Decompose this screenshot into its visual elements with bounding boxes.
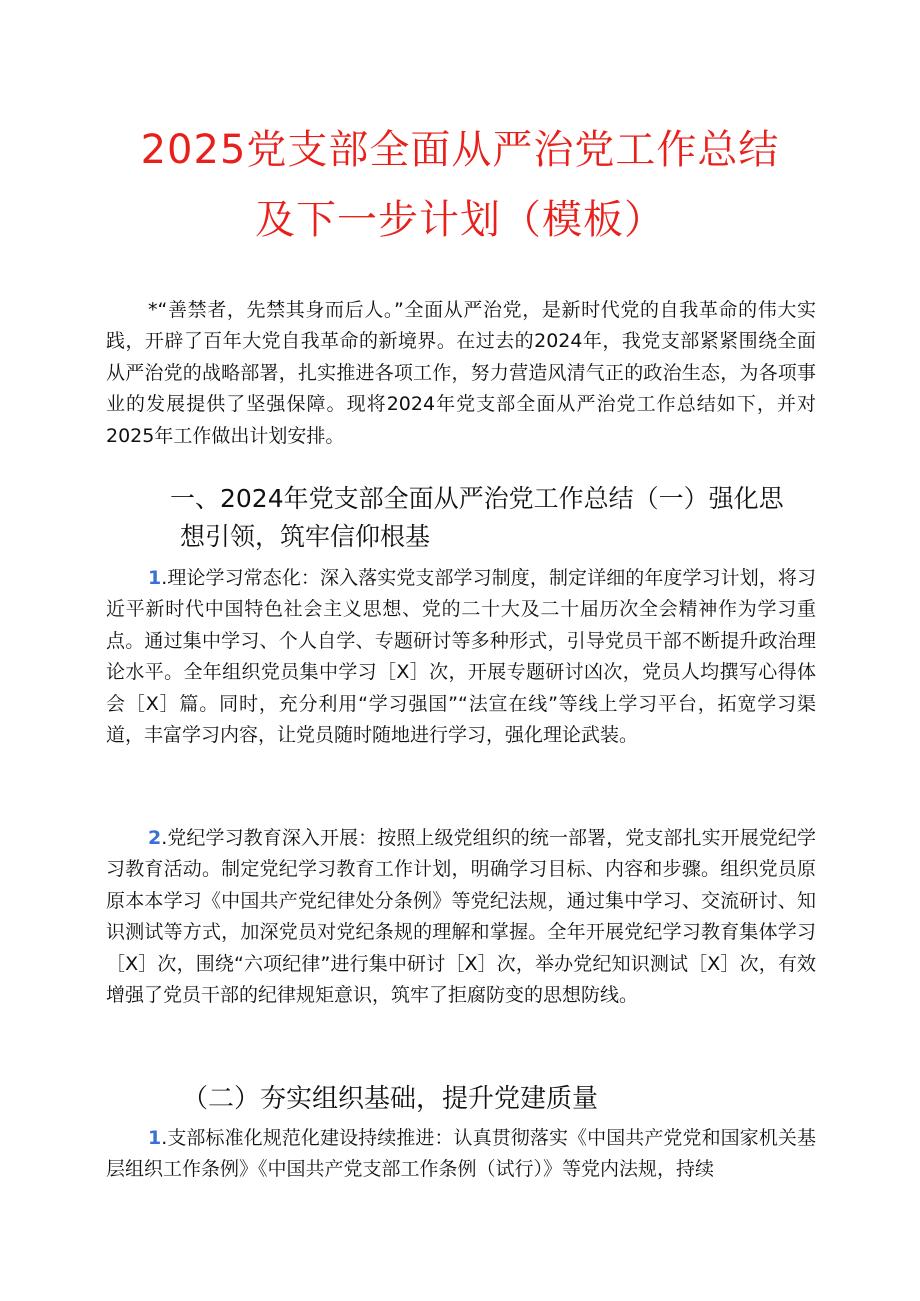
item2-paragraph — [106, 823, 816, 1011]
section2-heading: （二）夯实组织基础，提升党建质量 — [182, 1084, 599, 1114]
section1-heading-line1: 一、2024年党支部全面从严治党工作总结（一）强化思 — [170, 484, 784, 513]
item3-paragraph — [106, 1123, 816, 1186]
item1-number: 1 — [148, 567, 162, 589]
section1-heading-line2: 想引领，筑牢信仰根基 — [180, 522, 431, 551]
item1-text: .理论学习常态化：深入落实党支部学习制度，制定详细的年度学习计划，将习近平新时代中国特色社会主义思想、党的二十大及二十届历次全会精神作为学习重点。通过集中学习、个人自学、专题研讨等多种形式，引导党员干部不断提升政治理论水平。全年组织党员集中学习［X］次，开展专题研讨凶次，党员人均撰写心得体会［X］篇。同时，充分利用“学习强国”“法宣在线”等线上学习平台，拓宽学习渠道，丰富学习内容，让党员随时随地进行学习，强化理论武装。 — [106, 567, 816, 747]
intro-text: *“善禁者，先禁其身而后人。”全面从严治党，是新时代党的自我革命的伟大实践，开辟了百年大党自我革命的新境界。在过去的2024年，我党支部紧紧围绕全面从严治党的战略部署，扎实推进各项工作，努力营造风清气正的政治生态，为各项事业的发展提供了坚强保障。现将2024年党支部全面从严治党工作总结如下，并对2025年工作做出计划安排。 — [106, 299, 816, 447]
item1-paragraph — [106, 563, 816, 751]
item2-number: 2 — [148, 827, 162, 849]
item2-text: .党纪学习教育深入开展：按照上级党组织的统一部署，党支部扎实开展党纪学习教育活动。制定党纪学习教育工作计划，明确学习目标、内容和步骤。组织党员原原本本学习《中国共产党纪律处分条例》等党纪法规，通过集中学习、交流研讨、知识测试等方式，加深党员对党纪条规的理解和掌握。全年开展党纪学习教育集体学习［X］次，围绕“六项纪律”进行集中研讨［X］次，举办党纪知识测试［X］次，有效增强了党员干部的纪律规矩意识，筑牢了拒腐防变的思想防线。 — [106, 827, 816, 1007]
item3-text: .支部标准化规范化建设持续推进：认真贯彻落实《中国共产党党和国家机关基层组织工作条例》《中国共产党支部工作条例（试行）》等党内法规，持续 — [106, 1127, 816, 1181]
intro-paragraph — [106, 295, 816, 452]
document-title-line2: 及下一步计划（模板） — [255, 197, 665, 243]
item3-number: 1 — [148, 1127, 162, 1149]
section1-heading — [170, 480, 820, 556]
document-title-line1: 2025党支部全面从严治党工作总结 — [140, 127, 780, 173]
